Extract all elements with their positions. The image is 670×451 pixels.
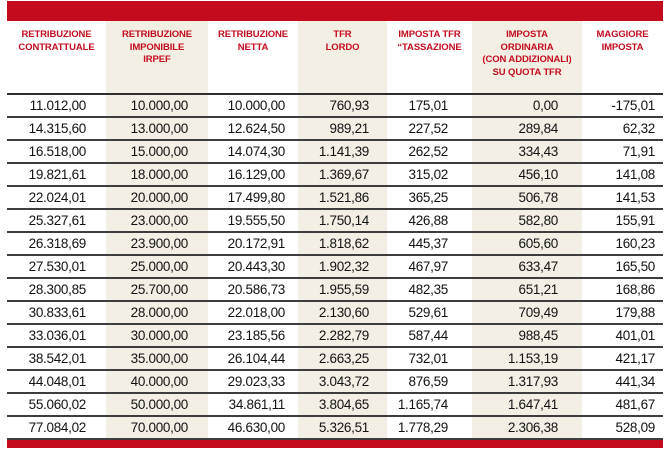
- table-row: [7, 95, 663, 118]
- column-header-line: TFR: [333, 29, 352, 40]
- table-cell: 529,61: [387, 302, 472, 323]
- table-cell: 988,45: [472, 325, 582, 346]
- column-header-line: RETRIBUZIONE: [121, 29, 193, 40]
- table-cell: 14.315,60: [7, 118, 106, 139]
- table-cell: 23.900,00: [106, 233, 208, 254]
- table-cell: 0,00: [472, 95, 582, 116]
- table-bottom-red-bar: [7, 440, 663, 448]
- table-cell: 28.300,85: [7, 279, 106, 300]
- column-header-line: ORDINARIA: [500, 41, 554, 53]
- table-cell: 46.630,00: [208, 417, 298, 438]
- table-cell: 605,60: [472, 233, 582, 254]
- table-cell: 2.282,79: [298, 325, 387, 346]
- table-cell: 10.000,00: [106, 95, 208, 116]
- table-cell: 441,34: [582, 371, 663, 392]
- table-cell: 16.129,00: [208, 164, 298, 185]
- table-cell: 227,52: [387, 118, 472, 139]
- table-cell: 989,21: [298, 118, 387, 139]
- column-header-line: IRPEF: [143, 54, 171, 66]
- table-cell: 760,93: [298, 95, 387, 116]
- table-cell: 25.327,61: [7, 210, 106, 231]
- table-cell: 28.000,00: [106, 302, 208, 323]
- column-header-line: (CON ADDIZIONALI): [482, 54, 572, 66]
- table-cell: 506,78: [472, 187, 582, 208]
- table-cell: 35.000,00: [106, 348, 208, 369]
- table-cell: 651,21: [472, 279, 582, 300]
- table-cell: 2.306,38: [472, 417, 582, 438]
- column-header-retribuzione-contrattuale: [7, 21, 106, 93]
- table-cell: 71,91: [582, 141, 663, 162]
- table-cell: 165,50: [582, 256, 663, 277]
- table-cell: 289,84: [472, 118, 582, 139]
- table-cell: 481,67: [582, 394, 663, 415]
- table-cell: 1.647,41: [472, 394, 582, 415]
- table-cell: 1.955,59: [298, 279, 387, 300]
- table-cell: 15.000,00: [106, 141, 208, 162]
- table-cell: 17.499,80: [208, 187, 298, 208]
- table-body: [7, 95, 663, 440]
- table-cell: 19.555,50: [208, 210, 298, 231]
- table-cell: 709,49: [472, 302, 582, 323]
- table-cell: 25.700,00: [106, 279, 208, 300]
- table-cell: 25.000,00: [106, 256, 208, 277]
- table-cell: 26.318,69: [7, 233, 106, 254]
- table-cell: 467,97: [387, 256, 472, 277]
- table-cell: 50.000,00: [106, 394, 208, 415]
- table-row: [7, 164, 663, 187]
- table-row: [7, 417, 663, 440]
- table-cell: 401,01: [582, 325, 663, 346]
- table-cell: 30.833,61: [7, 302, 106, 323]
- table-cell: 262,52: [387, 141, 472, 162]
- table-cell: 44.048,01: [7, 371, 106, 392]
- column-header-line: LORDO: [325, 41, 360, 53]
- column-header-line: IMPOSTA: [506, 29, 548, 40]
- table-cell: 23.000,00: [106, 210, 208, 231]
- table-cell: 2.130,60: [298, 302, 387, 323]
- table-top-red-bar: [7, 1, 663, 21]
- table-cell: 1.818,62: [298, 233, 387, 254]
- table-cell: 482,35: [387, 279, 472, 300]
- table-cell: 70.000,00: [106, 417, 208, 438]
- table-cell: 14.074,30: [208, 141, 298, 162]
- table-cell: 175,01: [387, 95, 472, 116]
- table-row: [7, 371, 663, 394]
- table-cell: 18.000,00: [106, 164, 208, 185]
- table-cell: 141,53: [582, 187, 663, 208]
- table-cell: 179,88: [582, 302, 663, 323]
- table-cell: 20.586,73: [208, 279, 298, 300]
- table-row: [7, 302, 663, 325]
- table-cell: 11.012,00: [7, 95, 106, 116]
- table-cell: 5.326,51: [298, 417, 387, 438]
- column-header-imposta-ordinaria-con-addizionali-su-quota-tfr: [472, 21, 582, 93]
- table-cell: 29.023,33: [208, 371, 298, 392]
- table-row: [7, 233, 663, 256]
- tfr-tax-table: [7, 1, 663, 448]
- table-row: [7, 348, 663, 371]
- table-cell: 426,88: [387, 210, 472, 231]
- table-cell: 1.902,32: [298, 256, 387, 277]
- table-cell: 1.165,74: [387, 394, 472, 415]
- table-header-row: [7, 21, 663, 95]
- table-row: [7, 210, 663, 233]
- table-cell: 33.036,01: [7, 325, 106, 346]
- table-cell: 1.521,86: [298, 187, 387, 208]
- table-cell: 587,44: [387, 325, 472, 346]
- table-cell: 160,23: [582, 233, 663, 254]
- table-cell: 1.317,93: [472, 371, 582, 392]
- table-cell: 62,32: [582, 118, 663, 139]
- table-row: [7, 256, 663, 279]
- table-cell: -175,01: [582, 95, 663, 116]
- column-header-line: NETTA: [237, 41, 269, 53]
- table-cell: 445,37: [387, 233, 472, 254]
- table-cell: 168,86: [582, 279, 663, 300]
- table-cell: 19.821,61: [7, 164, 106, 185]
- table-cell: 582,80: [472, 210, 582, 231]
- table-cell: 22.018,00: [208, 302, 298, 323]
- table-row: [7, 141, 663, 164]
- column-header-line: RETRIBUZIONE: [217, 29, 289, 40]
- table-cell: 30.000,00: [106, 325, 208, 346]
- table-cell: 20.000,00: [106, 187, 208, 208]
- table-cell: 3.804,65: [298, 394, 387, 415]
- column-header-maggiore-imposta: [582, 21, 663, 93]
- table-row: [7, 325, 663, 348]
- column-header-line: MAGGIORE: [596, 29, 649, 40]
- table-cell: 528,09: [582, 417, 663, 438]
- table-cell: 34.861,11: [208, 394, 298, 415]
- table-cell: 27.530,01: [7, 256, 106, 277]
- table-cell: 421,17: [582, 348, 663, 369]
- table-cell: 12.624,50: [208, 118, 298, 139]
- table-cell: 10.000,00: [208, 95, 298, 116]
- column-header-imposta-tfr-tassazione: [387, 21, 472, 93]
- table-cell: 23.185,56: [208, 325, 298, 346]
- column-header-line: CONTRATTUALE: [18, 41, 95, 53]
- table-cell: 2.663,25: [298, 348, 387, 369]
- column-header-line: IMPOSTA: [601, 41, 644, 53]
- table-cell: 20.443,30: [208, 256, 298, 277]
- column-header-line: RETRIBUZIONE: [21, 29, 92, 40]
- table-cell: 20.172,91: [208, 233, 298, 254]
- table-cell: 1.369,67: [298, 164, 387, 185]
- table-cell: 876,59: [387, 371, 472, 392]
- table-cell: 732,01: [387, 348, 472, 369]
- table-cell: 155,91: [582, 210, 663, 231]
- table-cell: 1.153,19: [472, 348, 582, 369]
- table-cell: 334,43: [472, 141, 582, 162]
- table-cell: 456,10: [472, 164, 582, 185]
- table-row: [7, 394, 663, 417]
- table-cell: 3.043,72: [298, 371, 387, 392]
- column-header-line: “TASSAZIONE: [397, 41, 462, 53]
- table-row: [7, 118, 663, 141]
- table-cell: 38.542,01: [7, 348, 106, 369]
- table-cell: 16.518,00: [7, 141, 106, 162]
- table-cell: 55.060,02: [7, 394, 106, 415]
- column-header-line: SU QUOTA TFR: [492, 66, 562, 78]
- table-cell: 141,08: [582, 164, 663, 185]
- table-cell: 1.141,39: [298, 141, 387, 162]
- column-header-retribuzione-imponibile-irpef: [106, 21, 208, 93]
- table-row: [7, 279, 663, 302]
- table-cell: 77.084,02: [7, 417, 106, 438]
- column-header-tfr-lordo: [298, 21, 387, 93]
- table-cell: 22.024,01: [7, 187, 106, 208]
- table-cell: 40.000,00: [106, 371, 208, 392]
- table-cell: 26.104,44: [208, 348, 298, 369]
- column-header-line: IMPOSTA TFR: [398, 29, 461, 40]
- table-row: [7, 187, 663, 210]
- table-cell: 1.750,14: [298, 210, 387, 231]
- table-cell: 365,25: [387, 187, 472, 208]
- column-header-retribuzione-netta: [208, 21, 298, 93]
- table-cell: 13.000,00: [106, 118, 208, 139]
- table-cell: 315,02: [387, 164, 472, 185]
- table-cell: 633,47: [472, 256, 582, 277]
- table-cell: 1.778,29: [387, 417, 472, 438]
- column-header-line: IMPONIBILE: [129, 41, 185, 53]
